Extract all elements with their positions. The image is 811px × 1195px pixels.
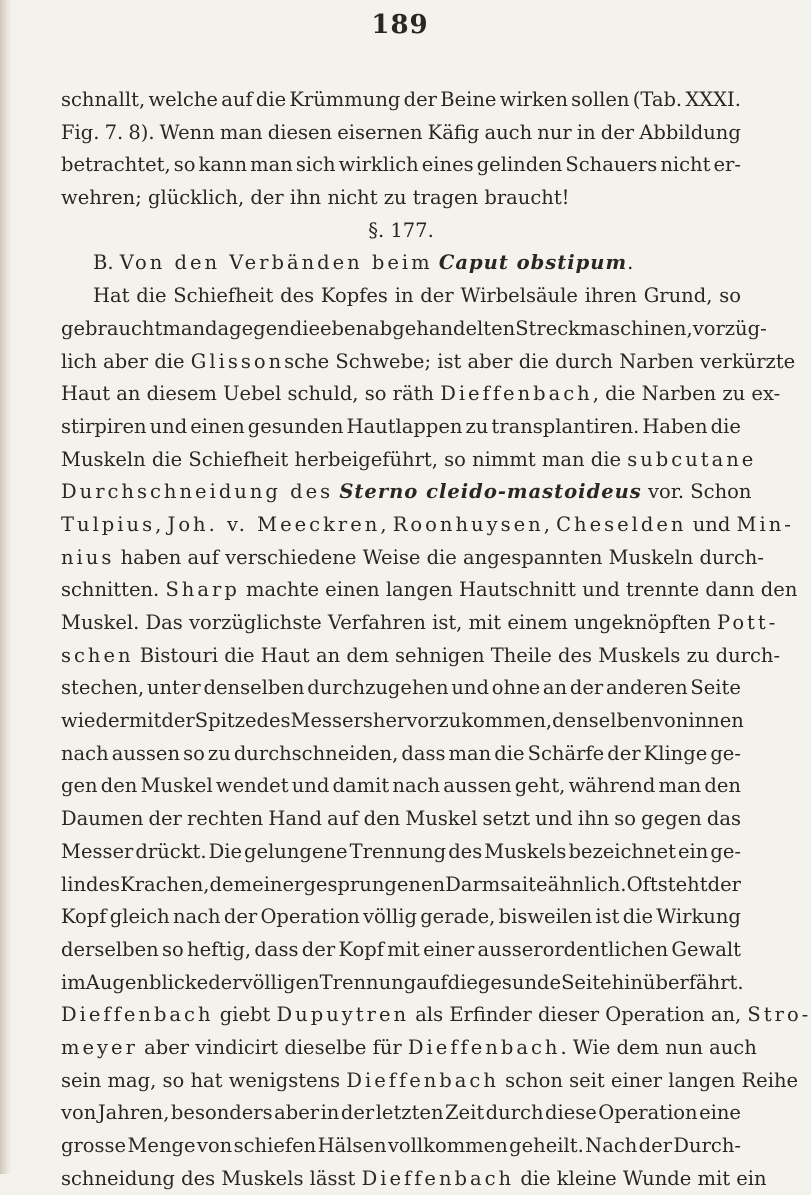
word: durchzugehen	[307, 676, 449, 700]
word: derselben	[61, 937, 159, 961]
word: grosse	[61, 1134, 127, 1157]
word: zu	[465, 414, 489, 438]
word: die	[494, 741, 525, 765]
word: geheilt.	[509, 1134, 584, 1157]
word: man	[250, 153, 293, 177]
text-line: Dieffenbach giebt Dupuytren als Erfinder dieser Operation an, Stro-	[61, 1003, 811, 1027]
text-line	[61, 117, 741, 150]
word: steht	[657, 872, 708, 896]
word: auf	[221, 88, 253, 111]
word: gegen	[641, 807, 702, 831]
word: Wirbelsäule	[460, 284, 578, 308]
word: Trennung	[319, 970, 417, 994]
word: Hand	[268, 807, 323, 831]
word: der	[638, 1134, 673, 1157]
word: Darmsaite	[445, 872, 548, 896]
word: der	[148, 807, 182, 831]
word: während	[568, 774, 656, 798]
word: Operation	[598, 1101, 698, 1125]
word: die	[136, 284, 167, 308]
text-line	[61, 869, 741, 902]
word: in	[394, 284, 414, 308]
word: vollkommen	[387, 1134, 508, 1157]
text-line: Muskel. Das vorzüglichste Verfahren ist, mit einem ungeknöpften Pott-	[61, 611, 779, 634]
word: der	[340, 1101, 375, 1125]
section-number: §. 177.	[368, 218, 434, 242]
text-line	[61, 313, 767, 346]
word: man	[448, 741, 492, 765]
word: im	[61, 970, 86, 994]
word: 8).	[128, 120, 155, 144]
word: der	[600, 120, 635, 144]
word: Seite	[561, 970, 612, 994]
word: der	[607, 741, 641, 765]
word: Kopfes	[320, 284, 388, 308]
word: dem	[209, 872, 253, 896]
word: den	[100, 774, 138, 798]
word: Trennung	[349, 839, 447, 863]
word: nach	[61, 741, 109, 765]
text-line: Muskeln die Schiefheit herbeigeführt, so nimmt man die subcutane	[61, 447, 757, 471]
word: Schauers	[565, 153, 658, 177]
text-line: schnitten. Sharp machte einen langen Hautschnitt und trennte dann den	[61, 578, 798, 602]
word: so	[719, 284, 741, 308]
word: so	[183, 741, 205, 765]
word: wieder	[61, 709, 129, 733]
word: Gewalt	[671, 937, 741, 961]
word: transplantiren.	[491, 414, 640, 438]
word: (Tab.	[632, 88, 683, 111]
word: einer	[252, 872, 304, 896]
word: rechten	[186, 807, 264, 831]
text-line	[61, 738, 741, 771]
word: das	[706, 807, 741, 831]
word: nach	[392, 774, 441, 798]
word: hinüberfährt.	[611, 970, 744, 994]
word: ge-	[710, 839, 741, 863]
word: er-	[713, 153, 741, 177]
word: der	[223, 905, 258, 929]
word: abgehandelten	[368, 316, 516, 340]
text-line: Durchschneidung des Sterno cleido-mastoideus vor. Schon	[61, 480, 752, 504]
word: Zeit	[445, 1101, 485, 1125]
word: nicht	[660, 153, 711, 177]
word: heftig,	[187, 937, 252, 961]
text-line	[61, 280, 741, 313]
word: aussen	[443, 774, 512, 798]
word: vorzüg-	[692, 316, 767, 340]
word: von	[653, 709, 689, 733]
word: Wenn	[159, 120, 215, 144]
word: durch	[485, 1101, 544, 1125]
word: gesunden	[247, 414, 344, 438]
word: gesprungenen	[303, 872, 446, 896]
word: gelinden	[476, 153, 563, 177]
word: Klinge	[643, 741, 708, 765]
word: Abbildung	[639, 120, 741, 144]
word: völligen	[241, 970, 320, 994]
word: ihn	[577, 807, 610, 831]
word: man	[162, 316, 206, 340]
word: denselben	[552, 709, 654, 733]
word: eben	[320, 316, 369, 340]
word: lindes	[61, 872, 121, 896]
word: ausserordentlichen	[477, 937, 669, 961]
word: der	[420, 284, 454, 308]
text-line: sein mag, so hat wenigstens Dieffenbach schon seit einer langen Reihe	[61, 1068, 799, 1092]
word: Kopf	[338, 937, 384, 961]
word: zu	[207, 741, 231, 765]
word: anderen	[606, 676, 688, 700]
word: einer	[423, 937, 475, 961]
page-number: 189	[371, 10, 429, 40]
text-line	[61, 1097, 741, 1130]
word: sich	[295, 153, 336, 177]
word: von	[61, 1101, 97, 1125]
text-line	[61, 149, 741, 182]
word: Kopf	[61, 905, 107, 929]
word: XXXI.	[685, 88, 741, 111]
word: Käfig	[427, 120, 480, 144]
text-line: schen Bistouri die Haut an dem sehnigen Theile des Muskels zu durch-	[61, 643, 781, 667]
word: gesunde	[477, 970, 562, 994]
word: Krümmung	[289, 88, 401, 111]
word: Seite	[690, 676, 741, 700]
text-line	[61, 84, 741, 117]
word: nur	[537, 120, 572, 144]
word: Fig.	[61, 120, 100, 144]
word: völlig	[363, 905, 417, 929]
text-line: lich aber die Glissonsche Schwebe; ist aber die durch Narben verkürzte	[61, 349, 796, 373]
word: Beine	[440, 88, 497, 111]
word: innen	[688, 709, 744, 733]
word: so	[173, 153, 196, 177]
word: und	[451, 676, 489, 700]
word: auch	[484, 120, 533, 144]
word: diese	[544, 1101, 597, 1125]
word: Muskel	[405, 807, 478, 831]
text-line: Haut an diesem Uebel schuld, so räth Dieffenbach, die Narben zu ex-	[61, 382, 781, 406]
word: Hat	[93, 284, 130, 308]
word: die	[622, 905, 653, 929]
word: sollen	[571, 88, 630, 111]
word: Oft	[626, 872, 658, 896]
word: dass	[401, 741, 446, 765]
word: nach	[172, 905, 221, 929]
word: diesen	[267, 120, 333, 144]
word: schnallt,	[61, 88, 146, 111]
word: dass	[254, 937, 299, 961]
word: Die	[208, 839, 243, 863]
word: mit	[387, 937, 420, 961]
text-line: wehren; glücklich, der ihn nicht zu tragen braucht!	[61, 186, 570, 210]
text-line	[61, 672, 741, 705]
word: ein	[677, 839, 709, 863]
word: aber	[274, 1101, 320, 1125]
word: bisweilen	[498, 905, 593, 929]
text-line	[61, 803, 741, 836]
word: wirken	[499, 88, 568, 111]
word: so	[614, 807, 637, 831]
word: ähnlich.	[547, 872, 627, 896]
word: der	[301, 937, 336, 961]
word: gen	[61, 774, 98, 798]
word: die	[289, 316, 320, 340]
word: besonders	[170, 1101, 273, 1125]
text-line	[61, 1130, 741, 1163]
word: gelungene	[244, 839, 348, 863]
word: eisernen	[337, 120, 423, 144]
word: Hautlappen	[346, 414, 463, 438]
word: Streckmaschinen,	[515, 316, 693, 340]
word: Hälsen	[317, 1134, 387, 1157]
word: Haben	[642, 414, 708, 438]
word: schiefen	[233, 1134, 317, 1157]
word: damit	[332, 774, 390, 798]
word: der	[707, 872, 741, 896]
word: 7.	[104, 120, 124, 144]
word: mit	[128, 709, 162, 733]
word: auf	[327, 807, 359, 831]
text-line	[61, 967, 744, 1000]
word: Nach	[585, 1134, 638, 1157]
page-gutter-shadow	[0, 0, 12, 1174]
word: in	[320, 1101, 340, 1125]
word: ihren	[584, 284, 637, 308]
word: Grund,	[643, 284, 713, 308]
text-line: schneidung des Muskels lässt Dieffenbach die kleine Wunde mit ein	[61, 1166, 767, 1190]
word: betrachtet,	[61, 153, 171, 177]
text-line: nius haben auf verschiedene Weise die angespannten Muskeln durch-	[61, 545, 764, 569]
word: Messer	[61, 839, 134, 863]
word: die	[447, 970, 478, 994]
word: und	[291, 774, 330, 798]
body-text	[61, 84, 811, 1195]
word: von	[196, 1134, 233, 1157]
word: einen	[190, 414, 245, 438]
text-line	[61, 934, 741, 967]
word: geht,	[514, 774, 566, 798]
word: der	[161, 709, 195, 733]
text-line: Tulpius, Joh. v. Meeckren, Roonhuysen, Cheselden und Min-	[61, 512, 794, 536]
word: des	[448, 839, 483, 863]
word: Operation	[260, 905, 360, 929]
word: die	[255, 88, 287, 111]
text-line: meyer aber vindicirt dieselbe für Dieffenbach. Wie dem nun auch	[61, 1035, 757, 1059]
word: Messers	[290, 709, 373, 733]
word: Menge	[127, 1134, 196, 1157]
word: gebraucht	[61, 316, 163, 340]
word: eine	[699, 1101, 741, 1125]
text-line	[61, 901, 741, 934]
word: Krachen,	[120, 872, 210, 896]
word: des	[280, 284, 315, 308]
word: eines	[421, 153, 474, 177]
word: hervorzukommen,	[372, 709, 553, 733]
word: Durch-	[673, 1134, 741, 1157]
word: aussen	[111, 741, 181, 765]
word: Augenblicke	[85, 970, 209, 994]
word: in	[576, 120, 596, 144]
word: den	[704, 774, 741, 798]
word: wirklich	[338, 153, 419, 177]
word: stechen,	[61, 676, 145, 700]
word: drückt.	[135, 839, 207, 863]
word: Jahren,	[97, 1101, 170, 1125]
word: die	[710, 414, 741, 438]
word: gerade,	[420, 905, 496, 929]
word: Wirkung	[656, 905, 741, 929]
word: welche	[148, 88, 218, 111]
word: bezeichnet	[568, 839, 676, 863]
word: letzten	[375, 1101, 444, 1125]
word: durchschneiden,	[233, 741, 399, 765]
word: dagegen	[205, 316, 290, 340]
text-line	[61, 705, 744, 738]
word: und	[149, 414, 188, 438]
word: man	[219, 120, 263, 144]
word: Daumen	[61, 807, 144, 831]
word: Muskels	[484, 839, 567, 863]
text-line	[61, 770, 741, 803]
word: ist	[595, 905, 620, 929]
word: der	[208, 970, 242, 994]
word: stirpiren	[61, 414, 147, 438]
word: gleich	[109, 905, 170, 929]
word: der	[569, 676, 604, 700]
word: und	[535, 807, 573, 831]
word: auf	[416, 970, 448, 994]
word: wendet	[215, 774, 289, 798]
word: denselben	[203, 676, 305, 700]
text-line	[61, 836, 741, 869]
section-heading: B. Von den Verbänden beim Caput obstipum.	[93, 251, 634, 275]
word: den	[363, 807, 401, 831]
word: Muskel	[140, 774, 213, 798]
word: ohne	[491, 676, 541, 700]
word: des	[256, 709, 291, 733]
word: ge-	[710, 741, 741, 765]
word: Schärfe	[527, 741, 605, 765]
word: an	[542, 676, 568, 700]
word: man	[658, 774, 702, 798]
word: kann	[198, 153, 248, 177]
word: so	[162, 937, 184, 961]
word: der	[403, 88, 437, 111]
word: Spitze	[194, 709, 257, 733]
text-line	[61, 411, 741, 444]
word: Schiefheit	[173, 284, 274, 308]
word: setzt	[482, 807, 531, 831]
word: unter	[146, 676, 201, 700]
